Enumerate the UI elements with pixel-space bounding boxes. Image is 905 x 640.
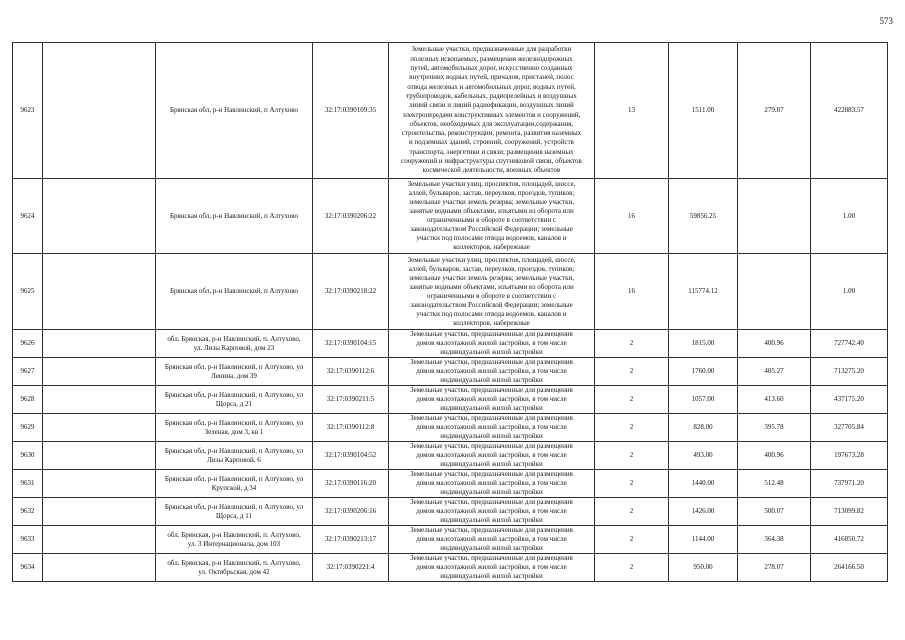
area-cell: 1426.00 [669,498,738,526]
cadastral-value-cell: 713275.20 [811,358,888,386]
unit-value-cell [738,179,811,254]
address-cell: Брянская обл, р-н Навлинский, п Алтухово, ул Зеленая, дом 3, кв 1 [156,414,313,442]
address-cell: Брянская обл, р-н Навлинский, п Алтухово [156,43,313,179]
area-cell: 1057.00 [669,386,738,414]
row-number-cell: 9627 [13,358,43,386]
cadastral-number-cell: 32:17:0390206:16 [313,498,389,526]
use-group-cell: 16 [595,254,669,330]
cadastral-number-cell: 32:17:0390109:35 [313,43,389,179]
cadastral-value-cell: 327705.84 [811,414,888,442]
address-cell: обл. Брянская, р-н Навлинский, п. Алтухово, ул. 3 Интернационала, дом 103 [156,526,313,554]
area-cell: 1440.00 [669,470,738,498]
cadastral-number-cell: 32:17:0390218:22 [313,254,389,330]
land-use-cell: Земельные участки улиц, проспектов, площадей, шоссе, аллей, бульваров, застав, переулков, проездов, тупиков; земельные участки земель резерва; земельные участки, занятые водными объектами, изъятыми из оборота или ограниченными в обороте в соответствии с законодательством Российской Федерации; земельные участки под полосами отвода водоемов, каналов и коллекторов, набережные [389,254,595,330]
cadastral-value-cell: 416850.72 [811,526,888,554]
unit-value-cell [738,254,811,330]
address-cell: Брянская обл, р-н Навлинский, п Алтухово [156,254,313,330]
land-use-cell: Земельные участки, предназначенные для разработки полезных ископаемых, размещения железнодорожных путей, автомобильных дорог, искусственно созданных внутренних водных путей, причалов, пристаней, полос отвода железных и автомобильных дорог, водных путей, трубопроводов, кабельных, радиорелейных и воздушных линий связи и линий радиофикации, воздушных линий электропередачи конструктивных элементов и сооружений, объектов, необходимых для эксплуатации,содержания, строительства, реконструкции, ремонта, развития наземных и подземных зданий, строений, сооружений, устройств транспорта, энергетики и связи; размещения наземных сооружений и инфраструктуры спутниковой связи, объектов космической деятельности, военных объектов [389,43,595,179]
row-number-cell: 9631 [13,470,43,498]
cadastral-number-cell: 32:17:0390211:5 [313,386,389,414]
row-number-cell: 9633 [13,526,43,554]
cadastral-value-cell: 1.00 [811,179,888,254]
use-group-cell: 16 [595,179,669,254]
unit-value-cell: 413.60 [738,386,811,414]
row-number-cell: 9630 [13,442,43,470]
land-use-cell: Земельные участки, предназначенные для размещения домов малоэтажной жилой застройки, в том числе индивидуальной жилой застройки [389,554,595,582]
address-cell: обл. Брянская, р-н Навлинский, п. Алтухово, ул. Октябрьская, дом 42 [156,554,313,582]
area-cell: 828.00 [669,414,738,442]
blank-cell [43,358,156,386]
cadastral-number-cell: 32:17:0390112:8 [313,414,389,442]
row-number-cell: 9625 [13,254,43,330]
row-number-cell: 9624 [13,179,43,254]
address-cell: Брянская обл, р-н Навлинский, п Алтухово, ул Лизы Карповой, 6 [156,442,313,470]
blank-cell [43,43,156,179]
use-group-cell: 2 [595,358,669,386]
area-cell: 950.00 [669,554,738,582]
blank-cell [43,470,156,498]
use-group-cell: 2 [595,330,669,358]
land-use-cell: Земельные участки, предназначенные для размещения домов малоэтажной жилой застройки, в том числе индивидуальной жилой застройки [389,442,595,470]
address-cell: Брянская обл, р-н Навлинский, п Алтухово, ул Щорса, д 21 [156,386,313,414]
address-cell: Брянская обл, р-н Навлинский, п Алтухово, ул Ленина, дом 39 [156,358,313,386]
land-use-cell: Земельные участки, предназначенные для размещения домов малоэтажной жилой застройки, в том числе индивидуальной жилой застройки [389,330,595,358]
cadastral-number-cell: 32:17:0390221:4 [313,554,389,582]
unit-value-cell: 400.96 [738,442,811,470]
unit-value-cell: 278.07 [738,554,811,582]
use-group-cell: 2 [595,414,669,442]
cadastral-number-cell: 32:17:0390104:52 [313,442,389,470]
blank-cell [43,330,156,358]
area-cell: 59856.25 [669,179,738,254]
blank-cell [43,179,156,254]
land-use-cell: Земельные участки, предназначенные для размещения домов малоэтажной жилой застройки, в том числе индивидуальной жилой застройки [389,498,595,526]
cadastral-number-cell: 32:17:0390112:6 [313,358,389,386]
land-use-cell: Земельные участки, предназначенные для размещения домов малоэтажной жилой застройки, в том числе индивидуальной жилой застройки [389,414,595,442]
row-number-cell: 9629 [13,414,43,442]
area-cell: 115774.12 [669,254,738,330]
row-number-cell: 9623 [13,43,43,179]
row-number-cell: 9632 [13,498,43,526]
cadastral-number-cell: 32:17:0390206:22 [313,179,389,254]
unit-value-cell: 500.07 [738,498,811,526]
address-cell: Брянская обл, р-н Навлинский, п Алтухово [156,179,313,254]
cadastral-value-cell: 727742.40 [811,330,888,358]
unit-value-cell: 512.48 [738,470,811,498]
land-use-cell: Земельные участки улиц, проспектов, площадей, шоссе, аллей, бульваров, застав, переулков, проездов, тупиков; земельные участки земель резерва; земельные участки, занятые водными объектами, изъятыми из оборота или ограниченными в обороте в соответствии с законодательством Российской Федерации; земельные участки под полосами отвода водоемов, каналов и коллекторов, набережные [389,179,595,254]
blank-cell [43,526,156,554]
land-use-cell: Земельные участки, предназначенные для размещения домов малоэтажной жилой застройки, в том числе индивидуальной жилой застройки [389,386,595,414]
area-cell: 1815.00 [669,330,738,358]
use-group-cell: 13 [595,43,669,179]
land-use-cell: Земельные участки, предназначенные для размещения домов малоэтажной жилой застройки, в том числе индивидуальной жилой застройки [389,470,595,498]
cadastral-value-cell: 1.00 [811,254,888,330]
use-group-cell: 2 [595,498,669,526]
use-group-cell: 2 [595,554,669,582]
cadastral-value-cell: 264166.50 [811,554,888,582]
cadastral-value-cell: 713099.82 [811,498,888,526]
blank-cell [43,498,156,526]
use-group-cell: 2 [595,442,669,470]
area-cell: 493.00 [669,442,738,470]
address-cell: обл. Брянская, р-н Навлинский, п. Алтухово, ул. Лизы Карповой, дом 23 [156,330,313,358]
cadastral-value-cell: 437175.20 [811,386,888,414]
unit-value-cell: 364.38 [738,526,811,554]
blank-cell [43,442,156,470]
land-plots-table [12,42,888,582]
unit-value-cell: 400.96 [738,330,811,358]
blank-cell [43,414,156,442]
land-use-cell: Земельные участки, предназначенные для размещения домов малоэтажной жилой застройки, в том числе индивидуальной жилой застройки [389,358,595,386]
cadastral-number-cell: 32:17:0390213:17 [313,526,389,554]
page-number: 573 [879,16,893,26]
cadastral-number-cell: 32:17:0390104:15 [313,330,389,358]
row-number-cell: 9628 [13,386,43,414]
blank-cell [43,386,156,414]
row-number-cell: 9626 [13,330,43,358]
use-group-cell: 2 [595,386,669,414]
area-cell: 1144.00 [669,526,738,554]
area-cell: 1760.00 [669,358,738,386]
cadastral-value-cell: 737971.20 [811,470,888,498]
unit-value-cell: 405.27 [738,358,811,386]
unit-value-cell: 395.78 [738,414,811,442]
unit-value-cell: 279.87 [738,43,811,179]
cadastral-value-cell: 197673.28 [811,442,888,470]
cadastral-number-cell: 32:17:0390116:20 [313,470,389,498]
blank-cell [43,554,156,582]
area-cell: 1511.00 [669,43,738,179]
blank-cell [43,254,156,330]
address-cell: Брянская обл, р-н Навлинский, п Алтухово, ул Щорса, д 11 [156,498,313,526]
row-number-cell: 9634 [13,554,43,582]
land-use-cell: Земельные участки, предназначенные для размещения домов малоэтажной жилой застройки, в том числе индивидуальной жилой застройки [389,526,595,554]
use-group-cell: 2 [595,470,669,498]
address-cell: Брянская обл, р-н Навлинский, п Алтухово, ул Крупской, д 34 [156,470,313,498]
use-group-cell: 2 [595,526,669,554]
cadastral-value-cell: 422883.57 [811,43,888,179]
